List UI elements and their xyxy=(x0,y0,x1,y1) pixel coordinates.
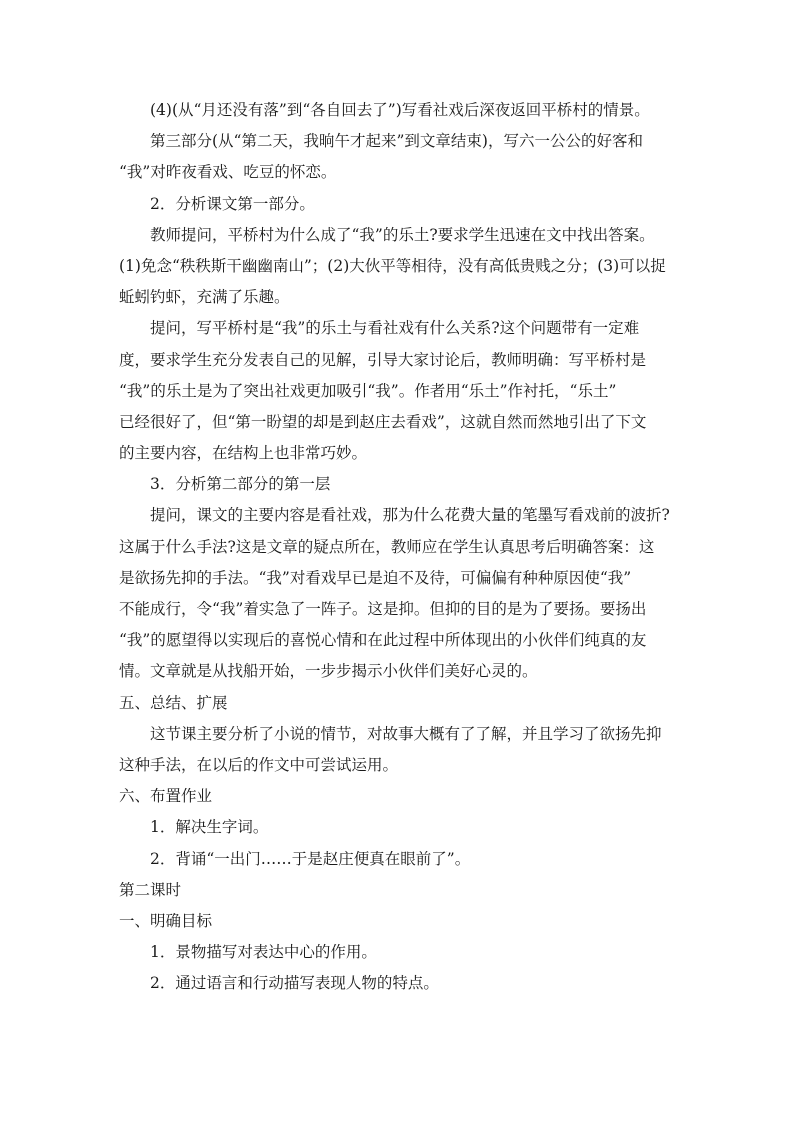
text-line: 这属于什么手法?这是文章的疑点所在，教师应在学生认真思考后明确答案：这 xyxy=(119,537,655,556)
text-line: (1)免念“秩秩斯干幽幽南山”；(2)大伙平等相待，没有高低贵贱之分；(3)可以捉 xyxy=(119,256,666,275)
section-item: 2．背诵“一出门……于是赵庄便真在眼前了”。 xyxy=(150,849,471,868)
text-line: 这种手法，在以后的作文中可尝试运用。 xyxy=(119,755,399,774)
text-line: 度，要求学生充分发表自己的见解，引导大家讨论后，教师明确：写平桥村是 xyxy=(119,350,647,369)
text-line: 蚯蚓钓虾，充满了乐趣。 xyxy=(119,288,290,307)
document-body xyxy=(119,95,675,999)
section-item: 1．景物描写对表达中心的作用。 xyxy=(150,943,377,962)
text-line: 已经很好了，但“第一盼望的却是到赵庄去看戏”，这就自然而然地引出了下文 xyxy=(119,412,647,431)
lesson-heading: 第二课时 xyxy=(119,880,182,899)
text-line: “我”对昨夜看戏、吃豆的怀恋。 xyxy=(119,163,337,182)
text-line: 不能成行，令“我”着实急了一阵子。这是抑。但抑的目的是为了要扬。要扬出 xyxy=(119,600,647,618)
section-item: 2．通过语言和行动描写表现人物的特点。 xyxy=(150,974,439,993)
text-line: 这节课主要分析了小说的情节，对故事大概有了了解，并且学习了欲扬先抑 xyxy=(150,724,662,743)
text-line: (4)(从“月还没有落”到“各自回去了”)写看社戏后深夜返回平桥村的情景。 xyxy=(150,101,650,119)
section-item: 2．分析课文第一部分。 xyxy=(150,194,315,213)
section-heading: 六、布置作业 xyxy=(119,787,213,806)
section-heading: 一、明确目标 xyxy=(119,911,213,930)
section-item: 1．解决生字词。 xyxy=(150,818,269,837)
text-line: 提问，写平桥村是“我”的乐土与看社戏有什么关系?这个问题带有一定难 xyxy=(150,319,640,338)
text-line: “我”的愿望得以实现后的喜悦心情和在此过程中所体现出的小伙伴们纯真的友 xyxy=(119,631,647,650)
section-item: 3．分析第二部分的第一层 xyxy=(150,475,331,494)
text-line: 教师提问，平桥村为什么成了“我”的乐土?要求学生迅速在文中找出答案。 xyxy=(150,225,655,244)
text-line: 的主要内容，在结构上也非常巧妙。 xyxy=(119,444,368,463)
text-line: 情。文章就是从找船开始，一步步揭示小伙伴们美好心灵的。 xyxy=(119,662,538,681)
text-line: 提问，课文的主要内容是看社戏，那为什么花费大量的笔墨写看戏前的波折? xyxy=(150,506,670,525)
text-line: 第三部分(从“第二天，我晌午才起来”到文章结束)，写六一公公的好客和 xyxy=(150,132,643,151)
section-heading: 五、总结、扩展 xyxy=(119,693,228,712)
text-line: 是欲扬先抑的手法。“我”对看戏早已是迫不及待，可偏偏有种种原因使“我” xyxy=(119,568,632,587)
text-line: “我”的乐土是为了突出社戏更加吸引“我”。作者用“乐土”作衬托，“乐土” xyxy=(119,381,617,400)
